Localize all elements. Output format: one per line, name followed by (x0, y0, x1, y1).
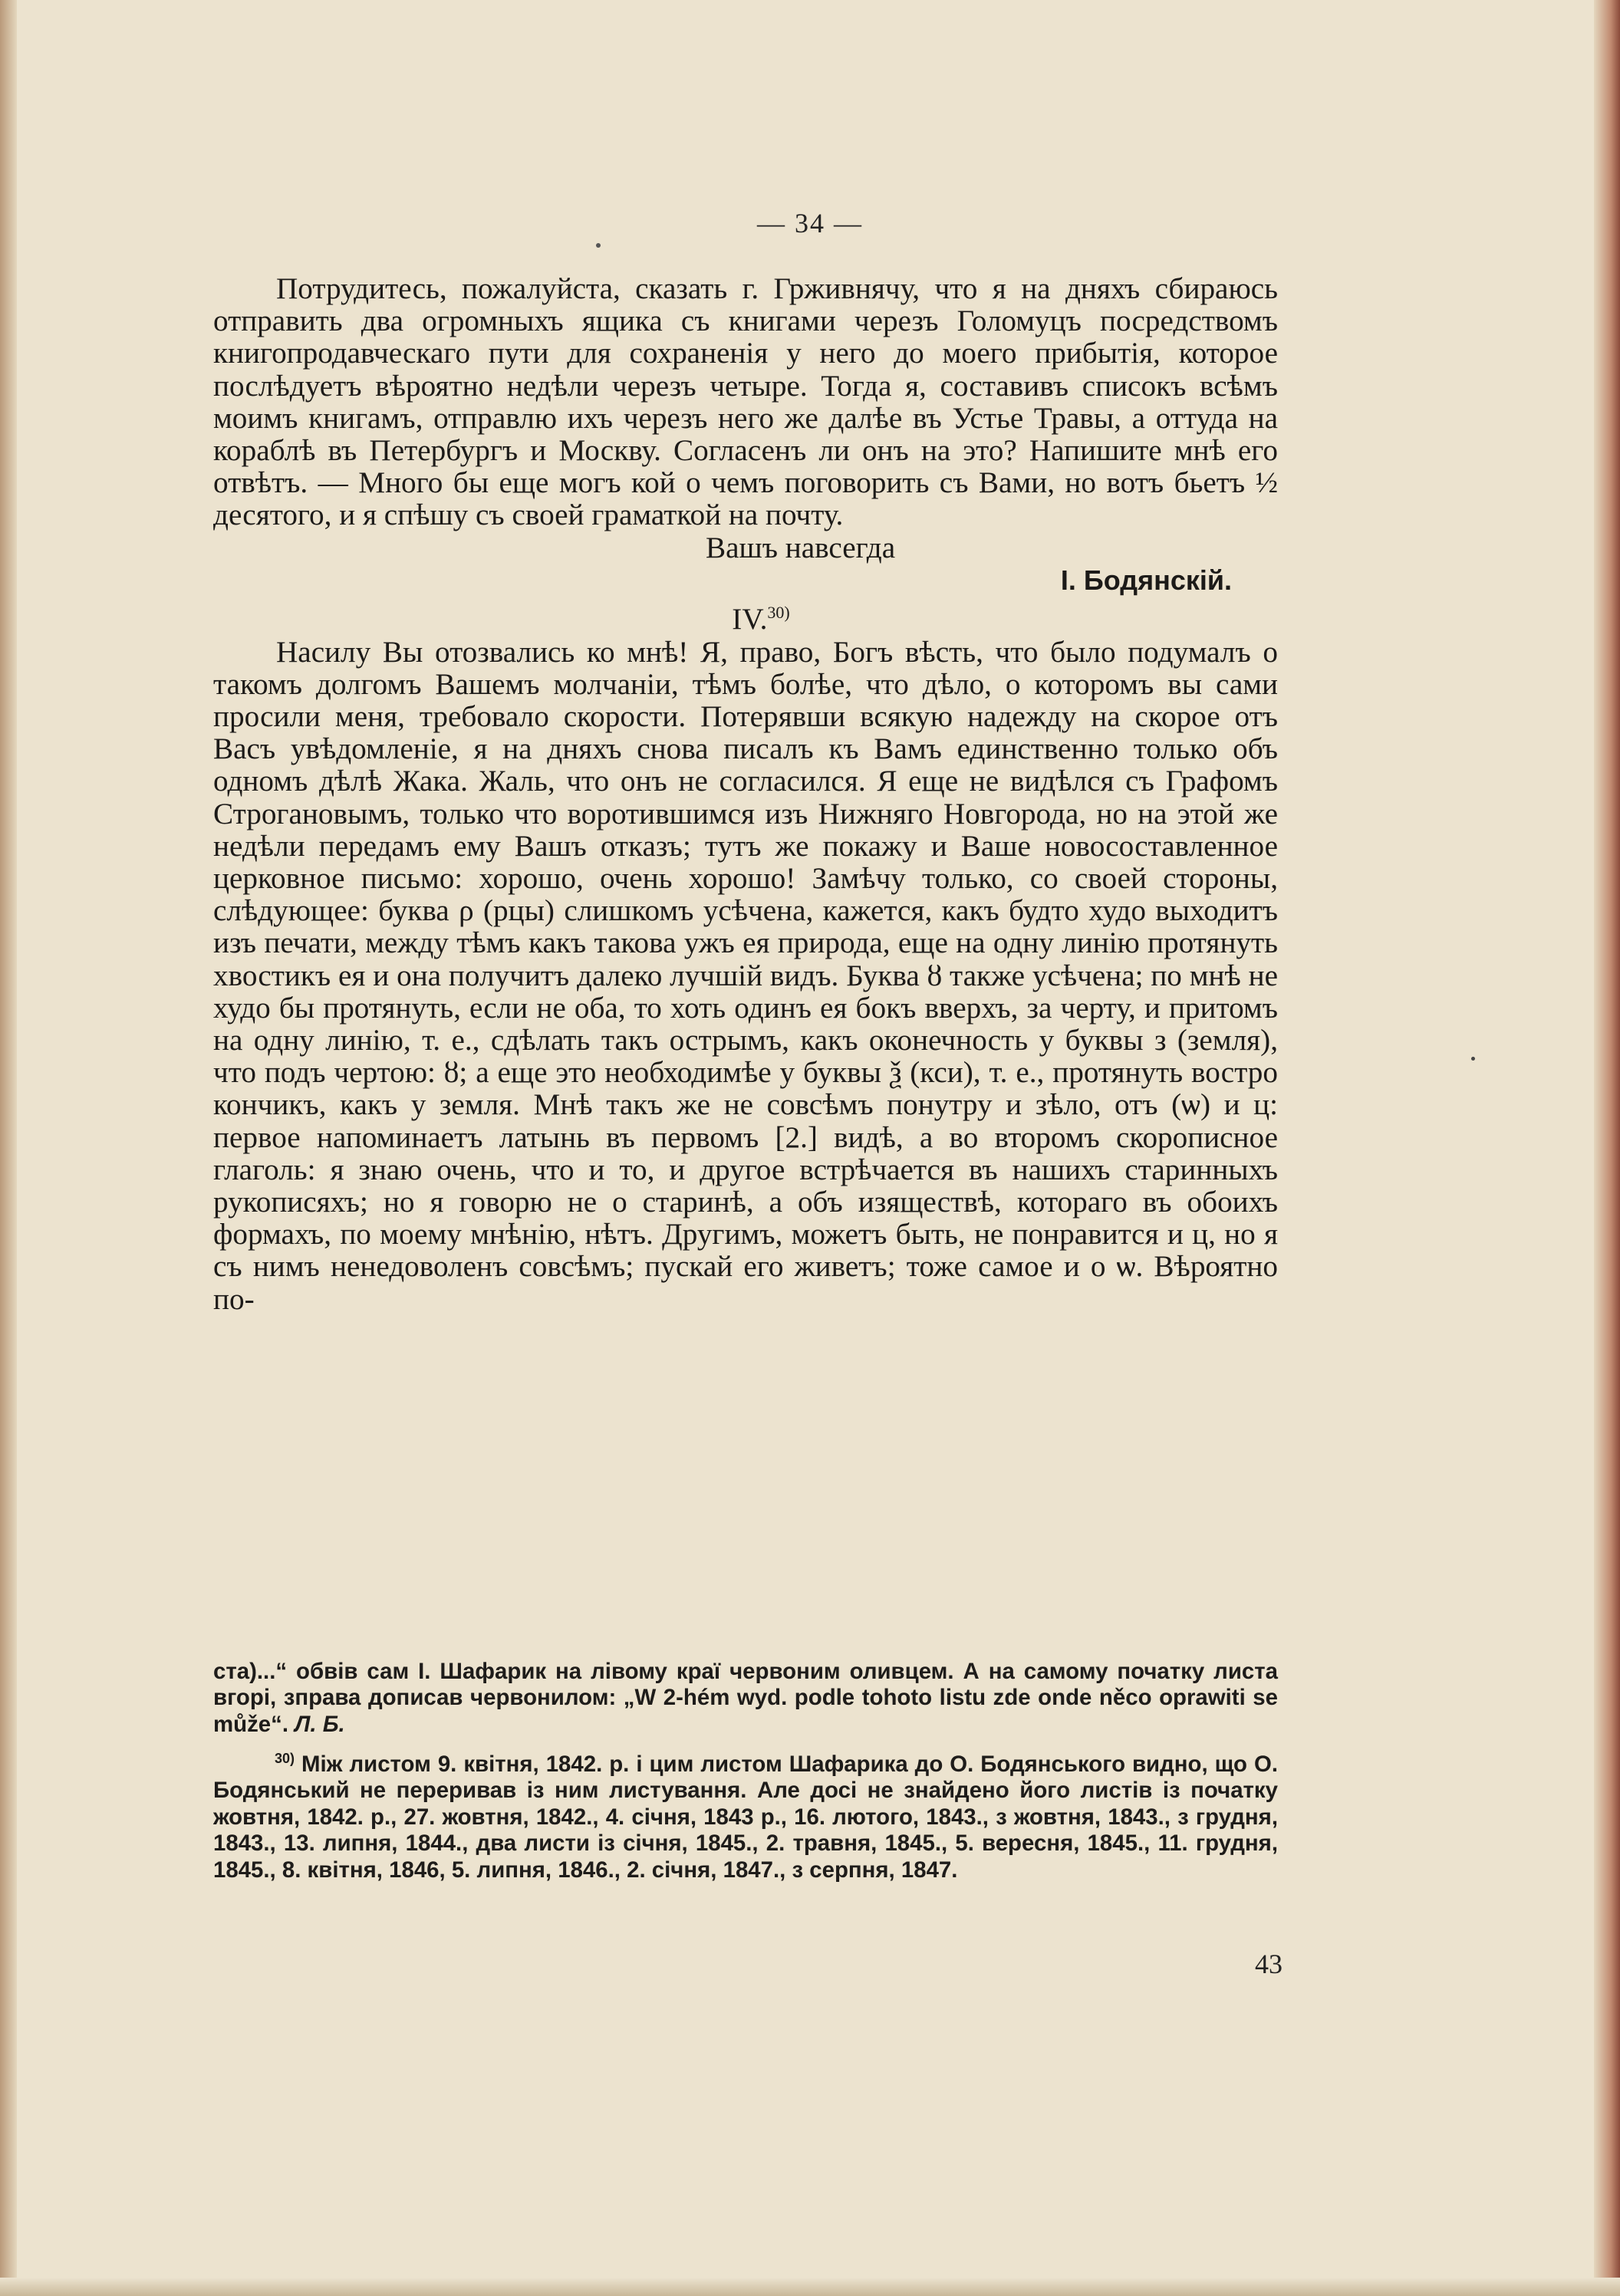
footnote-30 (213, 1745, 1278, 1883)
section-numeral: IV. (732, 602, 768, 636)
footnote-continued (213, 1659, 1278, 1738)
page-edge-bottom (0, 2278, 1620, 2296)
footnotes (213, 1659, 1278, 1883)
page-header-number: — 34 — (757, 208, 863, 238)
ink-speck (596, 243, 601, 248)
letter-signature: І. Бодянскій. (1060, 564, 1232, 596)
ink-speck (1471, 1057, 1475, 1061)
letter-closing: Вашъ навсегда (706, 531, 896, 564)
page-edge-right (1594, 0, 1620, 2296)
letter-paragraph-2: Насилу Вы отозвались ко мнѣ! Я, право, Богъ вѣсть, что было подумалъ о такомъ долгомъ Вашемъ молчаніи, тѣмъ болѣе, что дѣло, о которомъ вы сами просили меня, требовало скорости. Потерявши всякую надежду на скорое отъ Васъ увѣдомленіе, я на дняхъ снова писалъ къ Вамъ единственно только объ одномъ дѣлѣ Жака. Жаль, что онъ не согласился. Я еще не видѣлся съ Графомъ Строгановымъ, только что воротившимся изъ Нижняго Новгорода, но на этой же недѣли передамъ ему Вашъ отказъ; тутъ же покажу и Ваше новосоставленное церковное письмо: хорошо, очень хорошо! Замѣчу только, со своей стороны, слѣдующее: буква ρ (рцы) слишкомъ усѣчена, кажется, какъ будто худо выходитъ изъ печати, между тѣмъ какъ такова ужъ ея природа, еще на одну линію протянуть хвостикъ ея и она получитъ далеко лучшій видъ. Буква ȣ также усѣчена; по мнѣ не худо бы протянуть, если не оба, то хоть одинъ ея бокъ вверхъ, за черту, и притомъ на одну линію, т. е., сдѣлать такъ острымъ, какъ оконечность у буквы з (земля), что подъ чертою: ȣ; а еще это необходимѣе у буквы ѯ (кси), т. е., протянуть востро кончикъ, какъ у земля. Мнѣ такъ же не совсѣмъ понутру и зѣло, отъ (ѡ) и ц: первое напоминаетъ латынь въ первомъ [2.] видѣ, а во второмъ скорописное глаголь: я знаю очень, что и то, и другое встрѣчается въ нашихъ старинныхъ рукописяхъ; но я говорю не о старинѣ, а объ изяществѣ, котораго въ обоихъ формахъ, по моему мнѣнію, нѣтъ. Другимъ, можетъ быть, не понравится и ц, но я съ нимъ ненедоволенъ совсѣмъ; пускай его живетъ; тоже самое и о ѡ. Вѣроятно по- (213, 635, 1278, 1316)
footnote-30-text: Між листом 9. квітня, 1842. р. і цим листом Шафарика до О. Бодянського видно, що О. Бодянський не переривав із ним листування. Але досі не знайдено його листів із початку жовтня, 1842. р., 27. жовтня, 1842., 4. січня, 1843 р., 16. лютого, 1843., з жовтня, 1843., з грудня, 1843., 13. липня, 1844., два листи із січня, 1845., 2. травня, 1845., 5. вересня, 1845., 11. грудня, 1845., 8. квітня, 1846, 5. липня, 1846., 2. січня, 1847., з серпня, 1847. (213, 1752, 1278, 1883)
page-gutter-shadow (0, 0, 17, 2296)
footnote-1-text: ста)...“ обвів сам І. Шафарик на лівому краї червоним оливцем. А на самому початку листа вгорі, зправа дописав червонилом: „W 2-hém wyd. podle tohoto listu zde onde něco oprawiti se může“. (213, 1659, 1278, 1737)
footnote-1-initials: Л. Б. (295, 1711, 345, 1737)
folio-number: 43 (1255, 1949, 1282, 1979)
letter-body (213, 273, 1278, 1316)
footnote-30-marker: 30) (275, 1751, 295, 1767)
letter-paragraph-1: Потрудитесь, пожалуйста, сказать г. Грживнячу, что я на дняхъ сбираюсь отправить два огромныхъ ящика съ книгами черезъ Голомуцъ посредствомъ книгопродавческаго пути для сохраненія у него до моего прибытія, которое послѣдуетъ вѣроятно недѣли черезъ четыре. Тогда я, составивъ списокъ всѣмъ моимъ книгамъ, отправлю ихъ черезъ него же далѣе въ Устье Травы, а оттуда на кораблѣ въ Петербургъ и Москву. Согласенъ ли онъ на это? Напишите мнѣ его отвѣтъ. — Много бы еще могъ кой о чемъ поговорить съ Вами, но вотъ бьетъ ½ десятого, и я спѣшу съ своей граматкой на почту. (213, 272, 1278, 532)
section-note-ref: 30) (767, 602, 790, 622)
section-heading (213, 597, 1278, 636)
